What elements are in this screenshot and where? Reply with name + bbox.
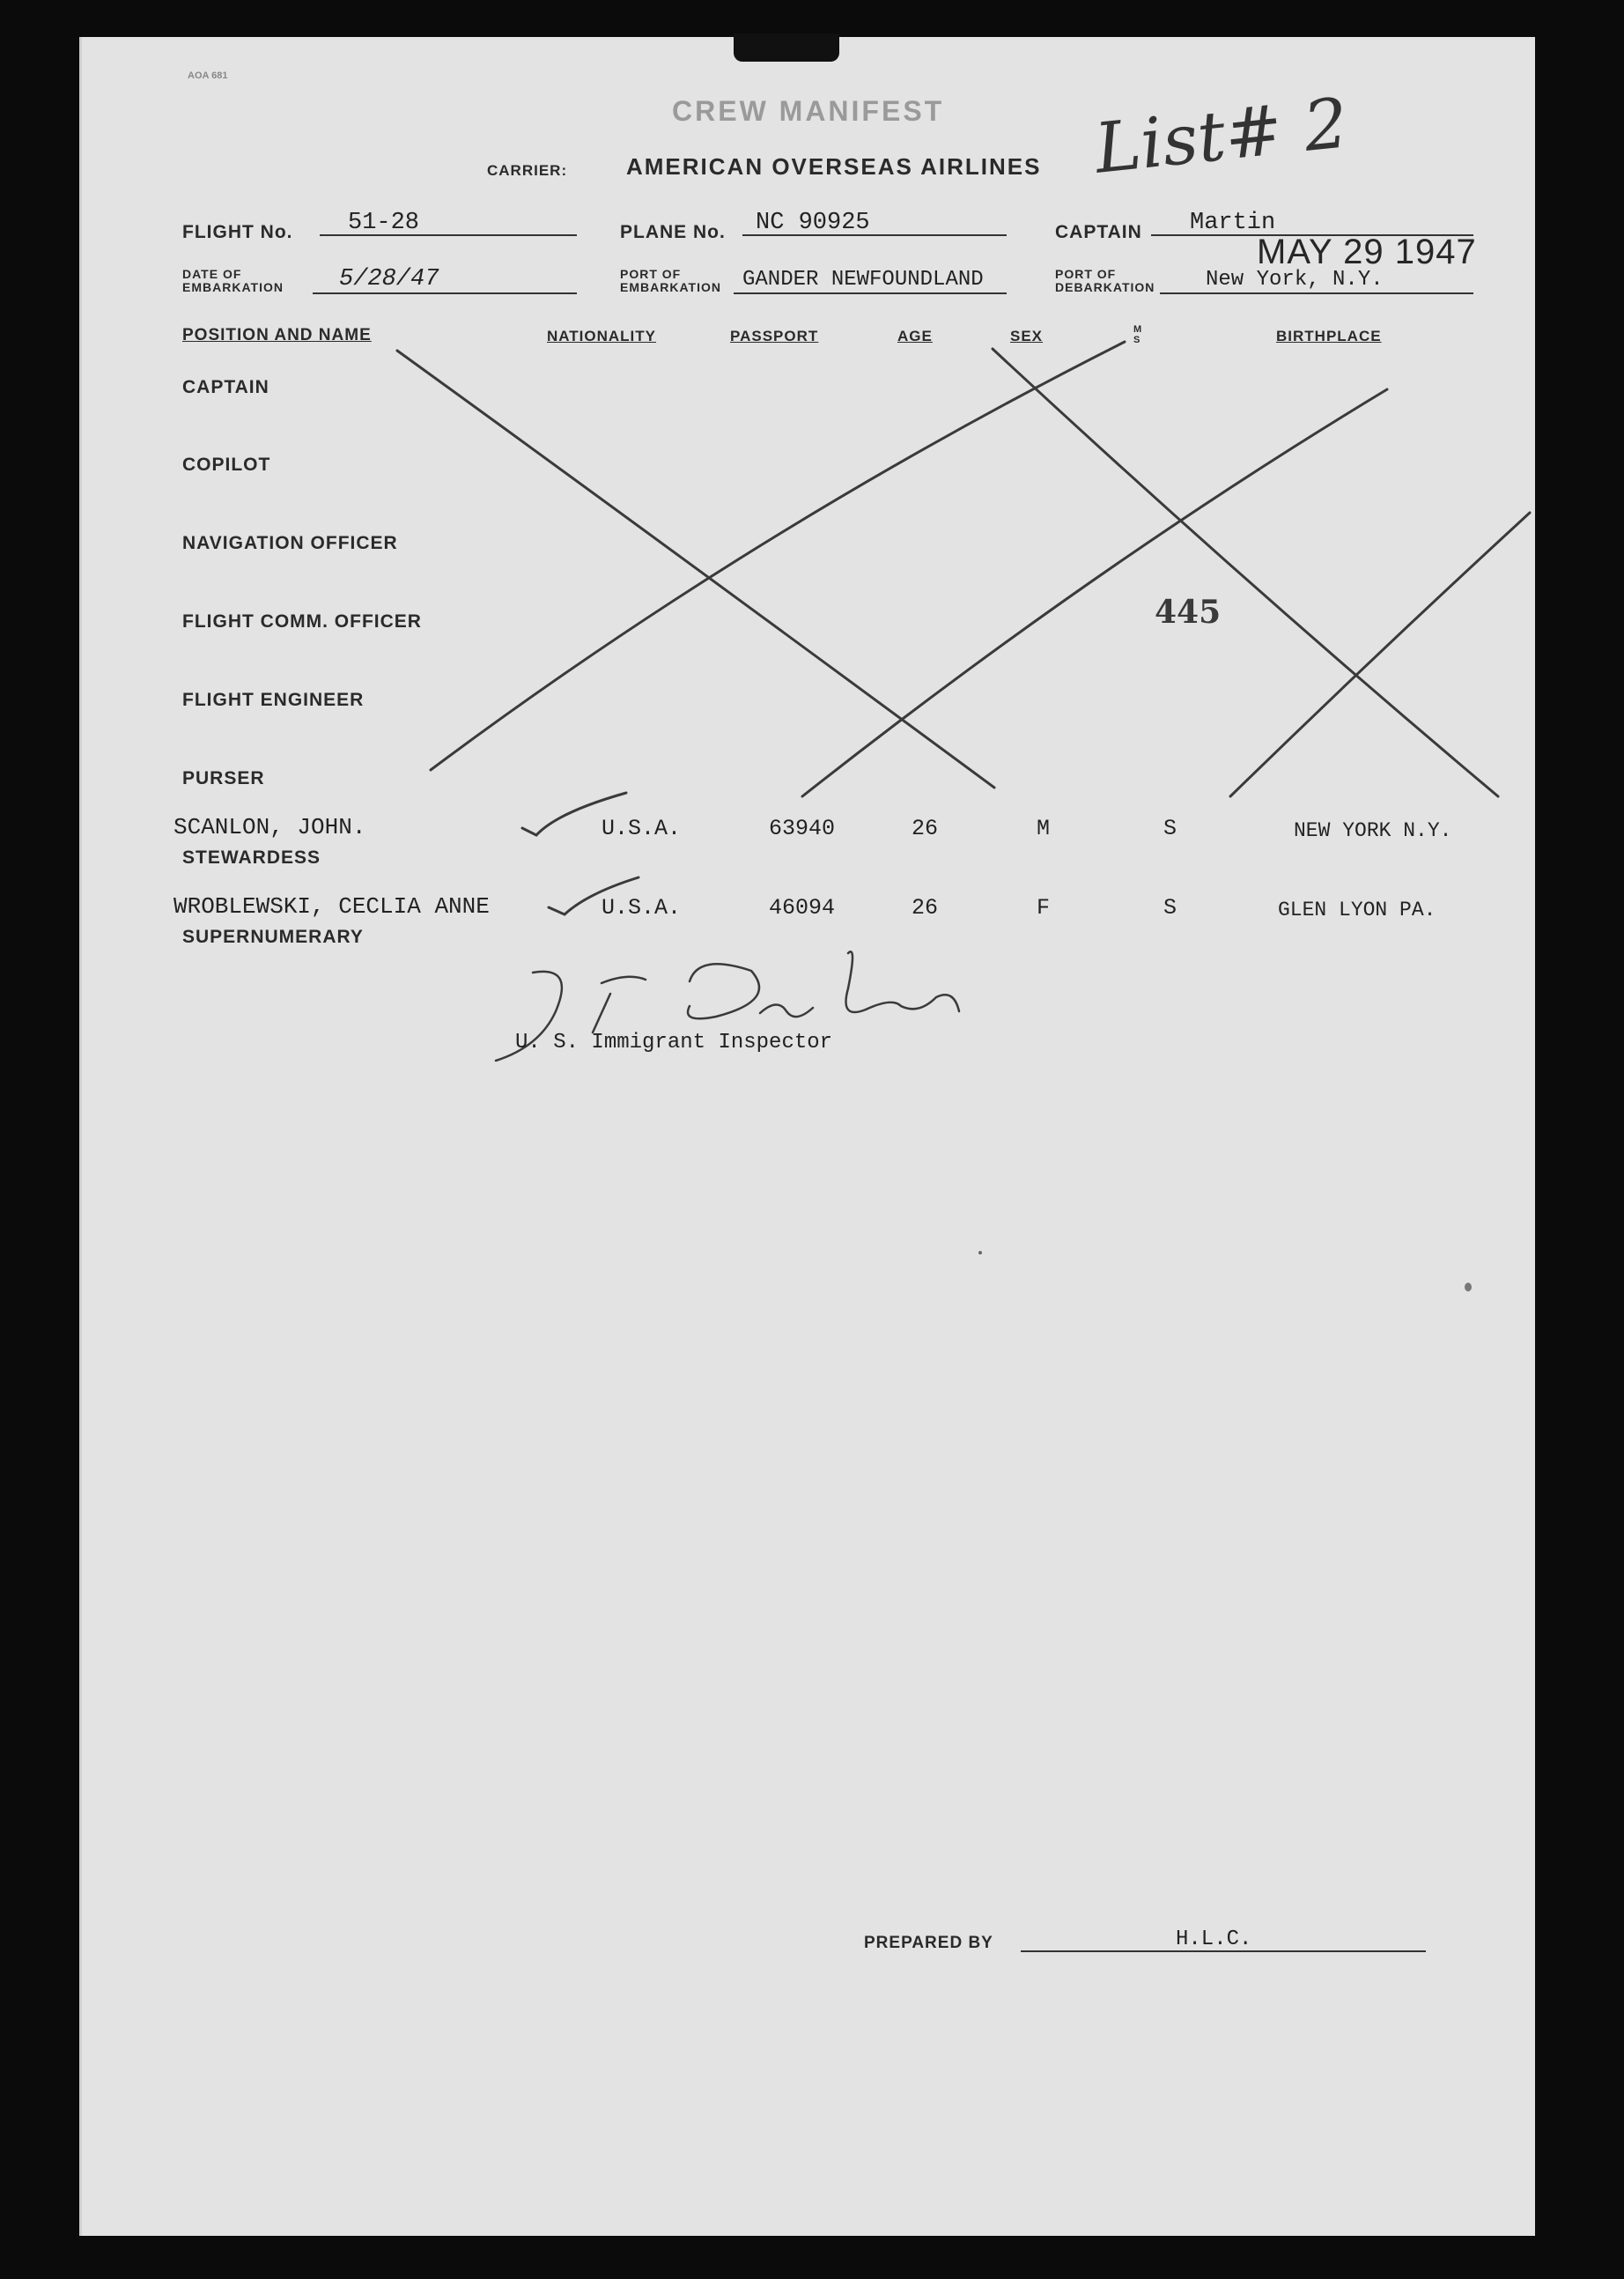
port-debark-value: New York, N.Y. xyxy=(1206,268,1384,292)
date-embark-value: 5/28/47 xyxy=(339,266,439,292)
position-copilot: COPILOT xyxy=(182,455,271,475)
plane-label: PLANE No. xyxy=(620,222,726,242)
crew-sex: F xyxy=(1037,895,1051,921)
position-purser: PURSER xyxy=(182,768,265,788)
signature-text xyxy=(513,962,851,1027)
crew-sex: M xyxy=(1037,816,1051,841)
col-birthplace: BIRTHPLACE xyxy=(1276,328,1382,344)
inspector-title: U. S. Immigrant Inspector xyxy=(515,1031,833,1054)
crew-age: 26 xyxy=(912,895,939,921)
crew-birthplace: NEW YORK N.Y. xyxy=(1294,819,1452,842)
flight-label: FLIGHT No. xyxy=(182,222,293,242)
date-stamp: MAY 29 1947 xyxy=(1257,233,1477,271)
position-flight-comm-officer: FLIGHT COMM. OFFICER xyxy=(182,611,422,632)
pen-marks xyxy=(82,37,1535,2236)
position-flight-engineer: FLIGHT ENGINEER xyxy=(182,690,365,710)
crossout-stroke xyxy=(431,342,1125,770)
crew-name: WROBLEWSKI, CECLIA ANNE xyxy=(173,893,490,920)
position-navigation-officer: NAVIGATION OFFICER xyxy=(182,533,398,553)
crossout-stroke xyxy=(802,389,1387,796)
crew-passport: 46094 xyxy=(769,895,836,921)
check-mark xyxy=(549,877,639,914)
list-number-note: List# 2 xyxy=(1091,84,1352,189)
crossout-stroke xyxy=(397,351,994,788)
crew-nationality: U.S.A. xyxy=(602,895,682,921)
note-445: 445 xyxy=(1155,594,1222,631)
port-debark-label-1: PORT OF xyxy=(1055,267,1117,281)
carrier-label: CARRIER: xyxy=(487,162,568,179)
port-embark-label-2: EMBARKATION xyxy=(620,280,721,294)
col-age: AGE xyxy=(897,328,933,344)
port-embark-value: GANDER NEWFOUNDLAND xyxy=(742,268,984,292)
col-passport: PASSPORT xyxy=(730,328,819,344)
prepared-label: PREPARED BY xyxy=(864,1934,993,1952)
scan-speck xyxy=(978,1251,982,1254)
carrier-name: AMERICAN OVERSEAS AIRLINES xyxy=(626,153,1042,180)
crew-name: SCANLON, JOHN. xyxy=(173,814,366,840)
crew-marital: S xyxy=(1163,895,1177,921)
plane-value: NC 90925 xyxy=(756,210,870,236)
col-marital-s: S xyxy=(1133,335,1140,345)
manifest-title: CREW MANIFEST xyxy=(672,95,945,127)
position-stewardess: STEWARDESS xyxy=(182,847,321,868)
col-sex: SEX xyxy=(1010,328,1044,344)
scan-speck xyxy=(1465,1283,1472,1291)
crossout-stroke xyxy=(1230,513,1530,796)
col-nationality: NATIONALITY xyxy=(547,328,657,344)
col-position-name: POSITION AND NAME xyxy=(182,326,372,344)
date-embark-label-1: DATE OF xyxy=(182,267,242,281)
date-embark-label-2: EMBARKATION xyxy=(182,280,284,294)
col-marital-m: M xyxy=(1133,324,1142,335)
captain-label: CAPTAIN xyxy=(1055,222,1142,242)
position-supernumerary: SUPERNUMERARY xyxy=(182,927,364,947)
port-embark-label-1: PORT OF xyxy=(620,267,682,281)
captain-value: Martin xyxy=(1190,210,1276,236)
crew-nationality: U.S.A. xyxy=(602,816,682,841)
flight-value: 51-28 xyxy=(348,210,420,236)
crew-age: 26 xyxy=(912,816,939,841)
port-debark-label-2: DEBARKATION xyxy=(1055,280,1155,294)
signature-stroke xyxy=(846,951,960,1012)
check-mark xyxy=(522,793,626,835)
crew-marital: S xyxy=(1163,816,1177,841)
crossout-stroke xyxy=(993,349,1498,796)
position-captain: CAPTAIN xyxy=(182,377,269,397)
crew-birthplace: GLEN LYON PA. xyxy=(1278,899,1436,921)
crew-passport: 63940 xyxy=(769,816,836,841)
form-code: AOA 681 xyxy=(188,70,228,81)
prepared-value: H.L.C. xyxy=(1176,1928,1252,1951)
manifest-page xyxy=(79,37,1535,2236)
